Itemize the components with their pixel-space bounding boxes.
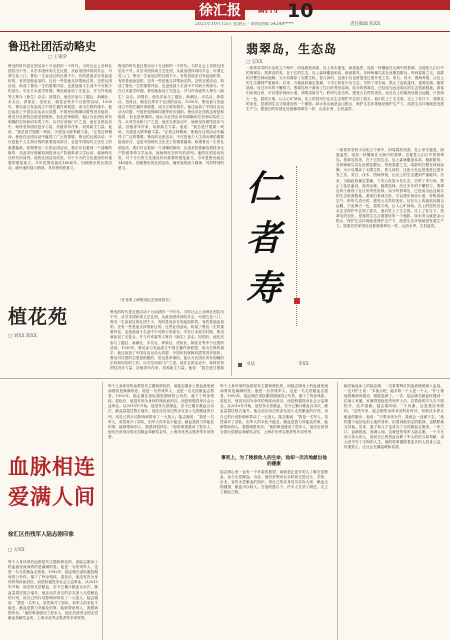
banner (0, 382, 100, 640)
banner-subheadline: 徐汇区伤残军人陆志刚印象 (8, 532, 75, 538)
calligraphy-artwork (238, 148, 330, 358)
lead-article-body-left: 鲁迅的时代是社团活动十分活跃的一个时代。当时社会上各种社团层出不穷，从学术团体到文艺社团，从政治团体到同乡会，可谓五花八门。鲁迅一生参加过的社团不少，有的是他亲自发起组织的，有的是他参加的，还有一些是他支持帮助过的。这些社团活动，构成了鲁迅一生的重要内容，也是他战斗生涯中不可缺少的部分。早在日本留学时期，鲁迅就参加了光复会，并与许寿裳等人筹办《新生》杂志。回国后，他先后参与了越社、新潮社、未名社、莽原社、语丝社、朝花社等多个社团的活动。1930年，鲁迅参与发起成立中国左翼作家联盟，成为左联的旗手。他还参加了中国自由运动大同盟、中国民权保障同盟等进步组织。鲁迅对社团的态度是积极的，但也是审慎的。他认为社团应该有明确的宗旨和切实的工作，反对空谈和门户之见。他在社团活动中，始终坚持团结进步力量，扶植青年作家，培养新生力量。他说：“我总是甘愿做一块砖，为建造大厦奉献力量。”正是这种精神，使他在社团活动中赢得了广泛的尊敬。鲁迅的社团活动，不仅是他个人生命历程的重要组成部分，也是中国现代文化史上的重要篇章。纵观鲁迅一生的社团活动，我们可以看到一个清晰的脉络：从追求民族解放到投身无产阶级革命文学运动，他始终站在时代的前列。他的社团活动经验，对于今天的文化建设仍有重要的借鉴意义。今年是鲁迅诞辰140周年，回顾鲁迅的社团活动，缅怀他的战斗精神，具有特别的意义。 (8, 64, 112, 170)
caption-author: 李XX (298, 362, 309, 367)
column-divider-1 (231, 36, 232, 376)
square-icon (238, 363, 242, 367)
section-name: 副刊 (258, 4, 278, 15)
banner-headline: 血脉相连 爱满人间 (8, 454, 96, 509)
poem-column (8, 300, 108, 360)
section-divider (0, 378, 450, 379)
lead-article-title: 鲁迅社团活动略史 (8, 40, 96, 53)
lead-article-author-note: （作者系上海鲁迅纪念馆原馆长） (118, 298, 173, 302)
paper-name: 徐汇报 (195, 2, 245, 20)
seal-stamp (294, 298, 300, 304)
poem-column-title: 植花苑 (8, 306, 69, 328)
calligraphy-caption (238, 362, 398, 370)
lead-article-author: □ 王锡荣 (48, 55, 68, 60)
calligraphy-text: 仁者寿 (246, 168, 282, 309)
banner-author: □ 方XX (8, 548, 25, 553)
masthead-editor: 责任编辑 陈XX (350, 22, 381, 27)
bottom-mid-body-c: 陆志刚心里一直有一个朴素的愿望，那就是让更多的人了解无偿献血，参与无偿献血。为此，他经常利用业余时间走进社区、学校、企业，宣传无偿献血的知识，用自己的亲身经历告诉大家，献血无损健康，献血可以救人。在他的感召下，许多人打消了顾虑，走上了献血之路。 (220, 470, 328, 495)
page-number: 10 (287, 0, 314, 22)
lead-article-body-right: 鲁迅的时代是社团活动十分活跃的一个时代。当时社会上各种社团层出不穷，从学术团体到文艺社团，从政治团体到同乡会，可谓五花八门。鲁迅一生参加过的社团不少，有的是他亲自发起组织的，有的是他参加的，还有一些是他支持帮助过的。这些社团活动，构成了鲁迅一生的重要内容，也是他战斗生涯中不可缺少的部分。早在日本留学时期，鲁迅就参加了光复会，并与许寿裳等人筹办《新生》杂志。回国后，他先后参与了越社、新潮社、未名社、莽原社、语丝社、朝花社等多个社团的活动。1930年，鲁迅参与发起成立中国左翼作家联盟，成为左联的旗手。他还参加了中国自由运动大同盟、中国民权保障同盟等进步组织。鲁迅对社团的态度是积极的，但也是审慎的。他认为社团应该有明确的宗旨和切实的工作，反对空谈和门户之见。他在社团活动中，始终坚持团结进步力量，扶植青年作家，培养新生力量。他说：“我总是甘愿做一块砖，为建造大厦奉献力量。”正是这种精神，使他在社团活动中赢得了广泛的尊敬。鲁迅的社团活动，不仅是他个人生命历程的重要组成部分，也是中国现代文化史上的重要篇章。纵观鲁迅一生的社团活动，我们可以看到一个清晰的脉络：从追求民族解放到投身无产阶级革命文学运动，他始终站在时代的前列。他的社团活动经验，对于今天的文化建设仍有重要的借鉴意义。今年是鲁迅诞辰140周年，回顾鲁迅的社团活动，缅怀他的战斗精神，具有特别的意义。 (118, 64, 224, 170)
bottom-mid-article (108, 382, 336, 640)
bottom-mid-subhead: 事死上，为了挽救他人的生命，他却一次次地献出他的健康 (221, 456, 327, 467)
masthead (0, 0, 450, 34)
masthead-rule (0, 31, 450, 32)
masthead-info: 2021年10月15日 星期五 · 新闻热线 54249**** (195, 22, 294, 27)
column-divider-2 (102, 382, 103, 640)
essay-body-a: 一座孤零零的小岛屹立于海中，四周碧波荡漾，岛上草木葱茏，绿意盎然，宛如一块镶嵌在大海中的翡翠。这便是人们口中的翡翠岛。翡翠岛的美，在于它的生态。岛上森林覆盖率高，植被繁茂，各种珍稀鸟类在此栖息繁衍。每到春夏之交，成群的白鹭在林间起舞，为小岛增添了无限生机。曾几何时，这座小岛也曾饱受过度开发之苦。采石、伐木、围海养殖，让岛上的生态遭到严重破坏。后来，当地政府痛定思痛，下决心恢复小岛生态，关停了采石场，禁止了乱砍滥伐，退养还滩，植树造林。经过多年的不懈努力，翡翠岛终于重现了往日的秀美容颜。如今的翡翠岛，已经成为远近闻名的生态旅游胜地。游客们来到这里，可以漫步林间小道，呼吸清新空气，聆听鸟语虫鸣，感受大自然的美好。站在岛上的最高处极目远眺，只见海天一色，碧波万顷，让人心旷神怡。岛上的居民们也从生态保护中尝到了甜头，他们吃上了生态饭，过上了好日子。翡翠岛的变化，是我国生态文明建设的一个缩影。绿水青山就是金山银山，保护生态环境就是保护生产力，改善生态环境就是发展生产力。愿我们的家园处处都像翡翠岛一样，山清水秀，生机盎然。 (246, 66, 444, 111)
bottom-mid-body-b: 每个人身体里的血都是有主题和颜色的，而陆志刚身上的血液里流淌着的是满满的爱。他是一名伤残军人，也是一名无偿献血志愿者。1992年，陆志刚在部队服役期间因公负伤，落下了终身残疾。退伍后，他没有因为身体的残疾而消沉，而是积极投身社会公益事业。从2010年开始，他坚持无偿献血，至今已累计献血百余次，献血量超过数万毫升。他还动员身边的亲友加入无偿献血的行列，用自己的行动影响和带动了一大批人。陆志刚说：“我是一名军人，虽然离开了部队，但军人的本色不能丢。献血是我力所能及的事，能够帮助别人，我感到很快乐。”他的事迹感动了很多人，他先后获得全国无偿献血奉献奖金奖、上海市优秀志愿者等多项荣誉。 (220, 384, 328, 434)
banner-body: 每个人身体里的血都是有主题和颜色的，而陆志刚身上的血液里流淌着的是满满的爱。他是一名伤残军人，也是一名无偿献血志愿者。1992年，陆志刚在部队服役期间因公负伤，落下了终身残疾。退伍后，他没有因为身体的残疾而消沉，而是积极投身社会公益事业。从2010年开始，他坚持无偿献血，至今已累计献血百余次，献血量超过数万毫升。他还动员身边的亲友加入无偿献血的行列，用自己的行动影响和带动了一大批人。陆志刚说：“我是一名军人，虽然离开了部队，但军人的本色不能丢。献血是我力所能及的事，能够帮助别人，我感到很快乐。”他的事迹感动了很多人，他先后获得全国无偿献血奉献奖金奖、上海市优秀志愿者等多项荣誉。 (8, 560, 98, 621)
essay-body-b: 一座孤零零的小岛屹立于海中，四周碧波荡漾，岛上草木葱茏，绿意盎然，宛如一块镶嵌在大海中的翡翠。这便是人们口中的翡翠岛。翡翠岛的美，在于它的生态。岛上森林覆盖率高，植被繁茂，各种珍稀鸟类在此栖息繁衍。每到春夏之交，成群的白鹭在林间起舞，为小岛增添了无限生机。曾几何时，这座小岛也曾饱受过度开发之苦。采石、伐木、围海养殖，让岛上的生态遭到严重破坏。后来，当地政府痛定思痛，下决心恢复小岛生态，关停了采石场，禁止了乱砍滥伐，退养还滩，植树造林。经过多年的不懈努力，翡翠岛终于重现了往日的秀美容颜。如今的翡翠岛，已经成为远近闻名的生态旅游胜地。游客们来到这里，可以漫步林间小道，呼吸清新空气，聆听鸟语虫鸣，感受大自然的美好。站在岛上的最高处极目远眺，只见海天一色，碧波万顷，让人心旷神怡。岛上的居民们也从生态保护中尝到了甜头，他们吃上了生态饭，过上了好日子。翡翠岛的变化，是我国生态文明建设的一个缩影。绿水青山就是金山银山，保护生态环境就是保护生产力，改善生态环境就是发展生产力。愿我们的家园处处都像翡翠岛一样，山清水秀，生机盎然。 (336, 148, 444, 229)
poem-column-author: □ 刘XX 陈XX (8, 334, 37, 339)
caption-label: 书法 (246, 362, 255, 367)
bottom-mid-body-a: 每个人身体里的血都是有主题和颜色的，而陆志刚身上的血液里流淌着的是满满的爱。他是一名伤残军人，也是一名无偿献血志愿者。1992年，陆志刚在部队服役期间因公负伤，落下了终身残疾。退伍后，他没有因为身体的残疾而消沉，而是积极投身社会公益事业。从2010年开始，他坚持无偿献血，至今已累计献血百余次，献血量超过数万毫升。他还动员身边的亲友加入无偿献血的行列，用自己的行动影响和带动了一大批人。陆志刚说：“我是一名军人，虽然离开了部队，但军人的本色不能丢。献血是我力所能及的事，能够帮助别人，我感到很快乐。”他的事迹感动了很多人，他先后获得全国无偿献血奉献奖金奖、上海市优秀志愿者等多项荣誉。 (108, 384, 214, 439)
essay-title: 翡翠岛，生态岛 (246, 42, 338, 56)
essay-author: □ 吴XX (246, 60, 263, 65)
bottom-right-body: 输在输血床上的陆志刚，一边看着鲜红的血液缓缓流入血袋，一边对护士说：“多抽点吧，能多救一个人是一个人。”护士被他的精神所感动，眼眶湿润了。一次，陆志刚在献血时遇到一位病人家属，家属得知他是伤残军人后，拉着他的手久久不愿松开，连声道谢。陆志刚却说：“不用谢，这是我应该做的。”这些年来，陆志刚的身体状况时好时坏，但他从未停止献血的脚步。他说：“只要身体允许，我就会一直献下去。”他的妻子起初也担心他的身体，但看到他坚定的眼神，也默默地支持他。后来，妻子和儿子也成为了无偿献血志愿者。一家三口，血脉相连，爱满人间。这就是伤残军人陆志刚，一个平凡而又伟大的人，他用自己的热血诠释了军人的担当和奉献，用大爱书写了无悔的人生。他的故事激励着更多的人投身公益，传递爱心，让社会充满温暖和希望。 (344, 384, 444, 450)
column-divider-3 (337, 382, 338, 640)
poem-column-body: 鲁迅的时代是社团活动十分活跃的一个时代。当时社会上各种社团层出不穷，从学术团体到文艺社团，从政治团体到同乡会，可谓五花八门。鲁迅一生参加过的社团不少，有的是他亲自发起组织的，有的是他参加的，还有一些是他支持帮助过的。这些社团活动，构成了鲁迅一生的重要内容，也是他战斗生涯中不可缺少的部分。早在日本留学时期，鲁迅就参加了光复会，并与许寿裳等人筹办《新生》杂志。回国后，他先后参与了越社、新潮社、未名社、莽原社、语丝社、朝花社等多个社团的活动。1930年，鲁迅参与发起成立中国左翼作家联盟，成为左联的旗手。他还参加了中国自由运动大同盟、中国民权保障同盟等进步组织。鲁迅对社团的态度是积极的，但也是审慎的。他认为社团应该有明确的宗旨和切实的工作，反对空谈和门户之见。他在社团活动中，始终坚持团结进步力量，扶植青年作家，培养新生力量。他说：“我总是甘愿做 (110, 310, 224, 370)
